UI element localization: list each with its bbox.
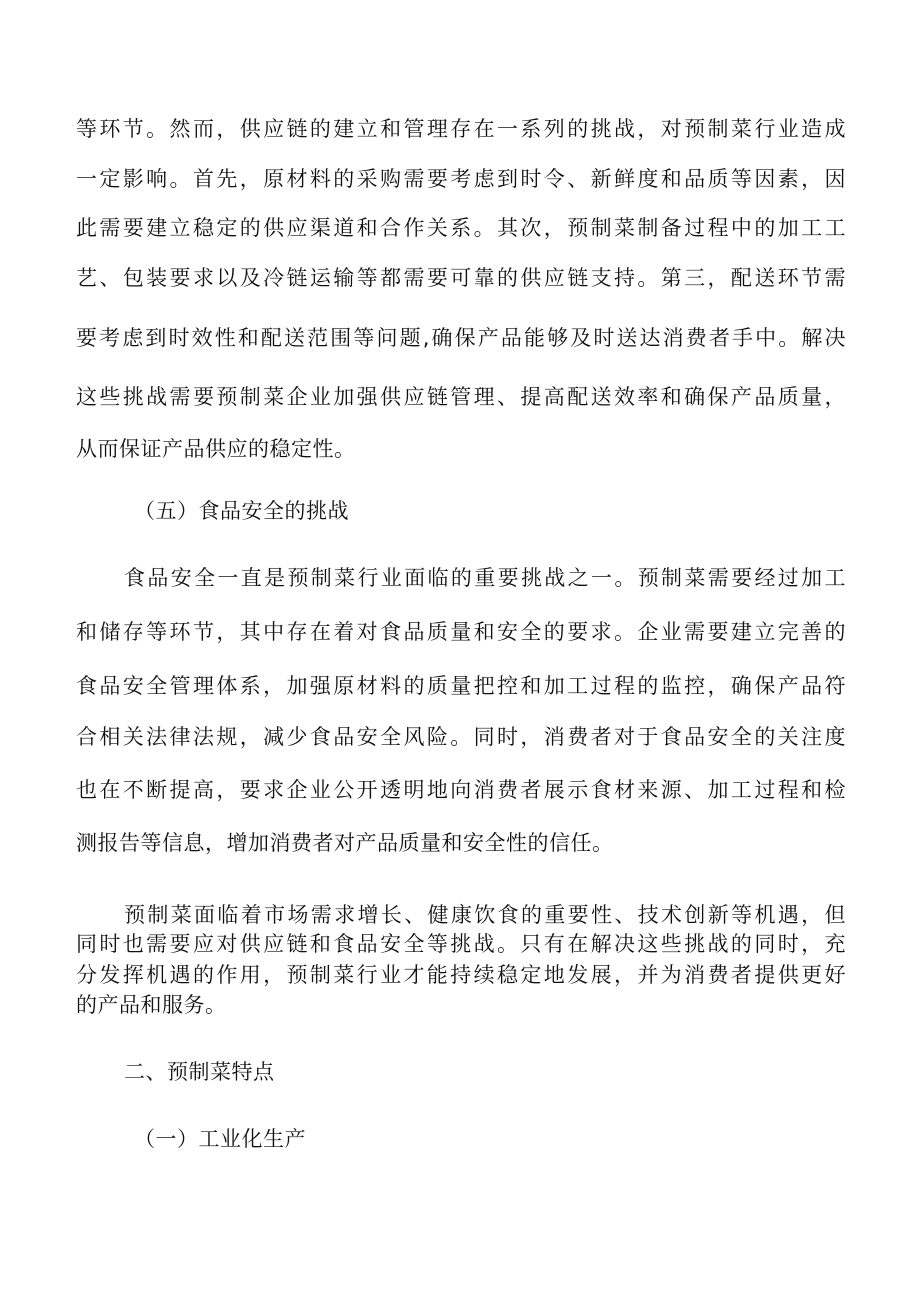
section-heading-food-safety: （五）食品安全的挑战: [134, 499, 349, 523]
paragraph-line: 也在不断提高，要求企业公开透明地向消费者展示食材来源、加工过程和检: [76, 778, 846, 802]
paragraph-line: 等环节。然而，供应链的建立和管理存在一系列的挑战，对预制菜行业造成: [76, 117, 846, 141]
paragraph-line: 食品安全一直是预制菜行业面临的重要挑战之一。预制菜需要经过加工: [124, 566, 846, 590]
paragraph-line: 这些挑战需要预制菜企业加强供应链管理、提高配送效率和确保产品质量，: [76, 385, 846, 409]
subsection-heading-industrial-production: （一）工业化生产: [134, 1127, 306, 1151]
paragraph-line: 同时也需要应对供应链和食品安全等挑战。只有在解决这些挑战的同时，充: [76, 932, 846, 956]
paragraph-line: 要考虑到时效性和配送范围等问题,确保产品能够及时送达消费者手中。解决: [76, 326, 846, 350]
section-heading-characteristics: 二、预制菜特点: [124, 1060, 275, 1084]
paragraph-line: 测报告等信息，增加消费者对产品质量和安全性的信任。: [76, 831, 614, 855]
paragraph-line: 预制菜面临着市场需求增长、健康饮食的重要性、技术创新等机遇，但: [124, 903, 846, 927]
paragraph-line: 和储存等环节，其中存在着对食品质量和安全的要求。企业需要建立完善的: [76, 620, 846, 644]
paragraph-line: 合相关法律法规，减少食品安全风险。同时，消费者对于食品安全的关注度: [76, 725, 846, 749]
paragraph-line: 食品安全管理体系，加强原材料的质量把控和加工过程的监控，确保产品符: [76, 674, 846, 698]
paragraph-line: 分发挥机遇的作用，预制菜行业才能持续稳定地发展，并为消费者提供更好: [76, 963, 846, 987]
paragraph-line: 此需要建立稳定的供应渠道和合作关系。其次，预制菜制备过程中的加工工: [76, 216, 846, 240]
paragraph-line: 一定影响。首先，原材料的采购需要考虑到时令、新鲜度和品质等因素，因: [76, 167, 846, 191]
paragraph-line: 的产品和服务。: [76, 993, 227, 1017]
paragraph-line: 从而保证产品供应的稳定性。: [76, 437, 356, 461]
paragraph-line: 艺、包装要求以及冷链运输等都需要可靠的供应链支持。第三，配送环节需: [76, 266, 846, 290]
